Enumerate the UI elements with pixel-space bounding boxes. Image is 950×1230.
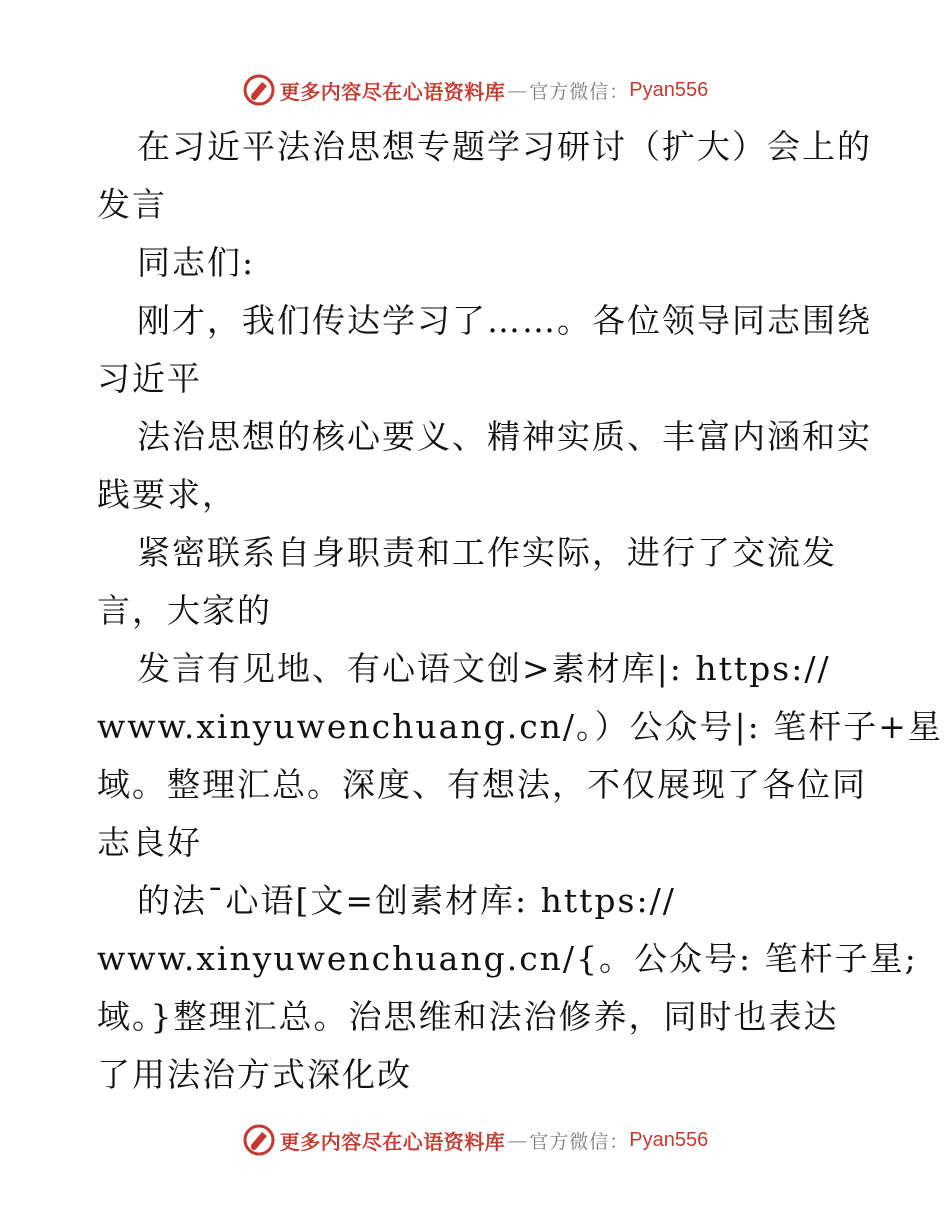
document-line: 践要求，	[97, 475, 237, 514]
document-line: 言，大家的	[97, 591, 272, 630]
watermark-dash: —	[507, 78, 528, 102]
watermark-brand-text: 更多内容尽在心语资料库	[279, 79, 506, 104]
document-line: 在习近平法治思想专题学习研讨（扩大）会上的	[137, 127, 872, 166]
document-line: 法治思想的核心要义、精神实质、丰富内涵和实	[137, 417, 872, 456]
document-line: 志良好	[97, 823, 202, 862]
document-line: 域。整理汇总。深度、有想法，不仅展现了各位同	[97, 765, 867, 804]
header-watermark	[0, 70, 950, 110]
document-line: www.xinyuwenchuang.cn/。）公众号|: 笔杆子+星	[97, 707, 943, 746]
document-line: 域。}整理汇总。治思维和法治修养，同时也表达	[97, 997, 839, 1036]
watermark-dash: —	[507, 1128, 528, 1152]
footer-watermark	[0, 1120, 950, 1160]
document-line: 紧密联系自身职责和工作实际，进行了交流发	[137, 533, 837, 572]
document-line: 了用法治方式深化改	[97, 1055, 412, 1094]
document-line: www.xinyuwenchuang.cn/{。公众号: 笔杆子星;	[97, 939, 918, 978]
red-seal-logo-icon	[242, 1123, 276, 1157]
document-line: 发言	[97, 185, 167, 224]
watermark-wechat-id: Pyan556	[629, 78, 709, 101]
document-line: 同志们:	[137, 243, 256, 282]
red-seal-logo-icon	[242, 73, 276, 107]
document-line: 的法¯心语[文=创素材库: https://	[137, 881, 676, 920]
document-line: 习近平	[97, 359, 202, 398]
watermark-wechat-label: 官方微信：	[529, 80, 630, 103]
watermark-wechat-label: 官方微信：	[529, 1130, 630, 1153]
document-body	[97, 118, 943, 1104]
document-line: 刚才，我们传达学习了……。各位领导同志围绕	[137, 301, 872, 340]
document-line: 发言有见地、有心语文创>素材库|: https://	[137, 649, 831, 688]
watermark-brand-text: 更多内容尽在心语资料库	[279, 1129, 506, 1154]
watermark-wechat-id: Pyan556	[629, 1128, 709, 1151]
